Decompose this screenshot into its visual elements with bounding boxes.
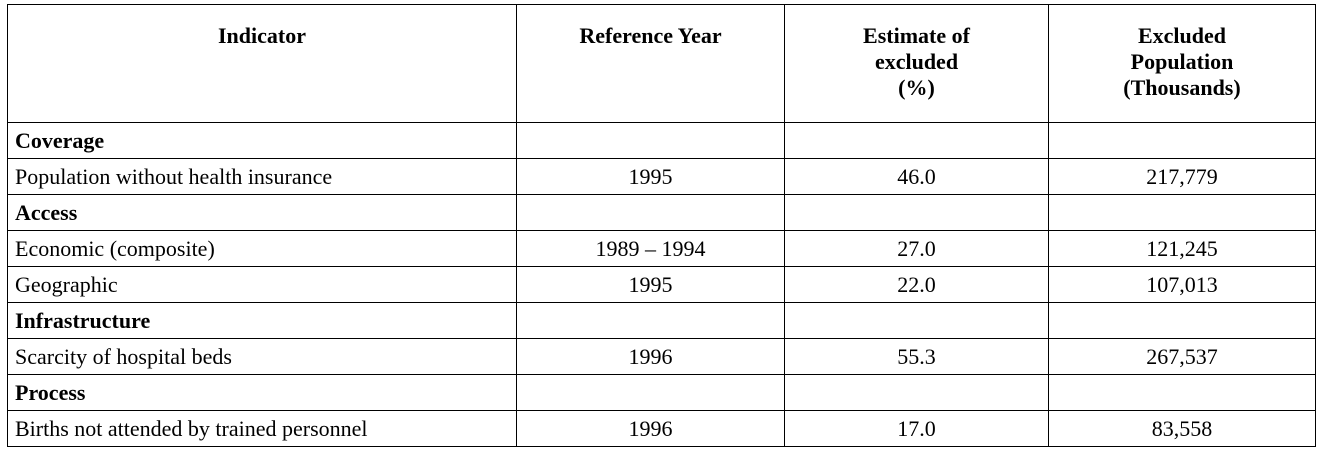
empty-cell <box>785 375 1049 411</box>
table-row <box>8 411 1316 447</box>
population-cell: 217,779 <box>1049 159 1316 195</box>
section-title: Process <box>8 375 517 411</box>
estimate-cell: 17.0 <box>785 411 1049 447</box>
population-cell: 121,245 <box>1049 231 1316 267</box>
empty-cell <box>517 123 785 159</box>
indicator-cell: Geographic <box>8 267 517 303</box>
section-title: Access <box>8 195 517 231</box>
estimate-cell: 55.3 <box>785 339 1049 375</box>
empty-cell <box>785 195 1049 231</box>
indicator-cell: Births not attended by trained personnel <box>8 411 517 447</box>
table-row <box>8 159 1316 195</box>
year-cell: 1989 – 1994 <box>517 231 785 267</box>
population-cell: 83,558 <box>1049 411 1316 447</box>
header-indicator: Indicator <box>8 5 517 123</box>
empty-cell <box>517 303 785 339</box>
estimate-cell: 46.0 <box>785 159 1049 195</box>
section-title: Coverage <box>8 123 517 159</box>
empty-cell <box>517 195 785 231</box>
population-cell: 107,013 <box>1049 267 1316 303</box>
exclusion-indicators-table <box>7 4 1316 447</box>
empty-cell <box>1049 375 1316 411</box>
section-row-access <box>8 195 1316 231</box>
indicator-cell: Scarcity of hospital beds <box>8 339 517 375</box>
empty-cell <box>1049 195 1316 231</box>
header-estimate-excluded: Estimate of excluded (%) <box>785 5 1049 123</box>
section-title: Infrastructure <box>8 303 517 339</box>
table-row <box>8 267 1316 303</box>
year-cell: 1996 <box>517 411 785 447</box>
estimate-cell: 27.0 <box>785 231 1049 267</box>
empty-cell <box>517 375 785 411</box>
indicator-cell: Economic (composite) <box>8 231 517 267</box>
empty-cell <box>1049 303 1316 339</box>
empty-cell <box>1049 123 1316 159</box>
year-cell: 1996 <box>517 339 785 375</box>
year-cell: 1995 <box>517 267 785 303</box>
section-row-coverage <box>8 123 1316 159</box>
header-reference-year: Reference Year <box>517 5 785 123</box>
population-cell: 267,537 <box>1049 339 1316 375</box>
section-row-infrastructure <box>8 303 1316 339</box>
table-row <box>8 339 1316 375</box>
year-cell: 1995 <box>517 159 785 195</box>
header-excluded-population: Excluded Population (Thousands) <box>1049 5 1316 123</box>
indicator-cell: Population without health insurance <box>8 159 517 195</box>
estimate-cell: 22.0 <box>785 267 1049 303</box>
empty-cell <box>785 303 1049 339</box>
table-row <box>8 231 1316 267</box>
section-row-process <box>8 375 1316 411</box>
empty-cell <box>785 123 1049 159</box>
header-row <box>8 5 1316 123</box>
